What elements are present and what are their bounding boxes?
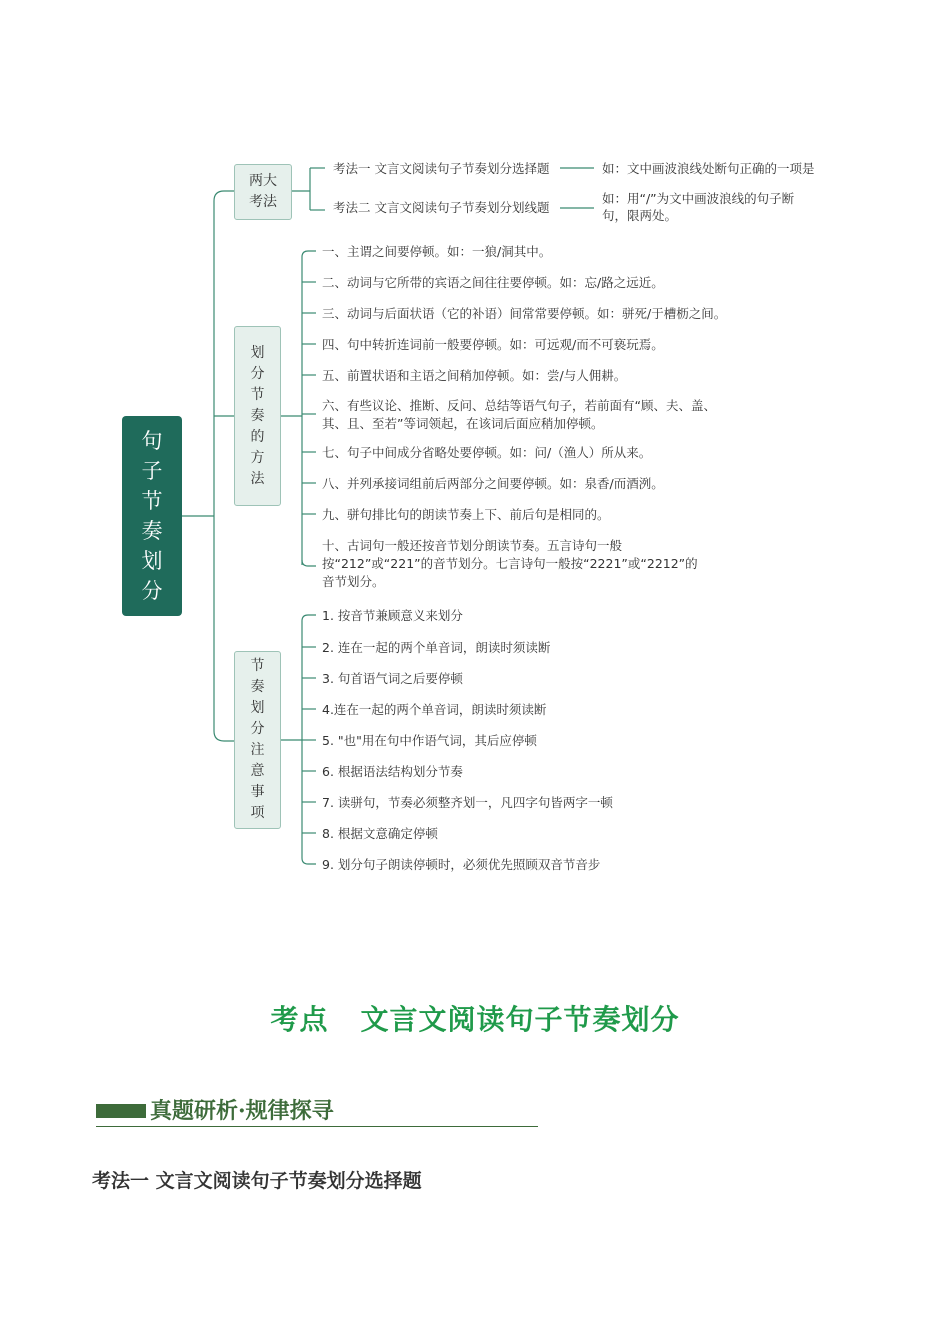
method-item: 按“212”或“221”的音节划分。七言诗句一般按“2221”或“2212”的	[322, 556, 698, 571]
section-marker	[96, 1104, 146, 1118]
method-item: 十、古词句一般还按音节划分朗读节奏。五言诗句一般	[322, 538, 623, 553]
method-one-example: 如：文中画波浪线处断句正确的一项是	[602, 161, 815, 176]
root-char: 奏	[141, 519, 163, 543]
branch-label: 分	[250, 365, 265, 382]
branch-label: 分	[250, 721, 265, 737]
branch-label: 事	[250, 784, 265, 800]
method-item: 音节划分。	[322, 574, 385, 589]
branch-division-methods	[234, 326, 281, 506]
page-heading	[0, 998, 950, 1038]
note-item: 2. 连在一起的两个单音词，朗读时须读断	[322, 640, 551, 655]
method-item: 七、句子中间成分省略处要停顿。如：问/（渔人）所从来。	[322, 445, 652, 460]
branch-label: 的	[250, 428, 265, 445]
note-item: 7. 读骈句，节奏必须整齐划一，凡四字句皆两字一顿	[322, 795, 613, 810]
branch-label: 两大	[249, 173, 277, 189]
method-item: 其、且、至若”等词领起，在该词后面应稍加停顿。	[322, 416, 604, 431]
method-item: 二、动词与它所带的宾语之间往往要停顿。如：忘/路之远近。	[322, 275, 664, 290]
root-char: 划	[141, 549, 163, 573]
mind-map-root	[122, 416, 182, 616]
branch-label: 划	[250, 700, 265, 716]
branch-label: 方	[250, 449, 265, 466]
method-two-example: 如：用“/”为文中画波浪线的句子断句，限两处。	[602, 191, 795, 223]
method-item: 一、主谓之间要停顿。如：一狼/洞其中。	[322, 244, 552, 259]
root-char: 子	[141, 459, 163, 483]
method-one: 考法一 文言文阅读句子节奏划分选择题	[333, 161, 550, 176]
method-item: 五、前置状语和主语之间稍加停顿。如：尝/与人佣耕。	[322, 368, 627, 383]
heading-part-2: 文言文阅读句子节奏划分	[360, 1003, 680, 1036]
method-item: 三、动词与后面状语（它的补语）间常常要停顿。如：骈死/于槽枥之间。	[322, 306, 727, 321]
note-item: 5. "也"用在句中作语气词，其后应停顿	[322, 733, 537, 748]
method-item: 六、有些议论、推断、反问、总结等语气句子，若前面有“顾、夫、盖、	[322, 398, 716, 413]
root-char: 句	[141, 429, 163, 453]
root-char: 节	[141, 489, 163, 513]
note-item: 6. 根据语法结构划分节奏	[322, 764, 463, 779]
branch-label: 注	[250, 742, 265, 758]
branch-label: 法	[250, 470, 265, 487]
branch-label: 奏	[250, 679, 265, 695]
heading-part-1: 考点	[270, 1003, 329, 1036]
method-item: 九、骈句排比句的朗读节奏上下、前后句是相同的。	[322, 507, 610, 522]
branch-label: 节	[250, 386, 265, 403]
branch-label: 节	[250, 658, 265, 674]
note-item: 8. 根据文意确定停顿	[322, 826, 438, 841]
method-item: 八、并列承接词组前后两部分之间要停顿。如：泉香/而酒洌。	[322, 476, 664, 491]
branch-label: 奏	[250, 407, 265, 424]
note-item: 1. 按音节兼顾意义来划分	[322, 608, 463, 623]
method-two: 考法二 文言文阅读句子节奏划分划线题	[333, 200, 550, 215]
note-item: 9. 划分句子朗读停顿时，必须优先照顾双音节音步	[322, 857, 601, 872]
branch-label: 划	[250, 344, 265, 361]
branch-notes	[234, 651, 281, 829]
note-item: 3. 句首语气词之后要停顿	[322, 671, 463, 686]
section-divider	[96, 1126, 538, 1127]
section-title: 真题研析·规律探寻	[150, 1098, 334, 1124]
note-item: 4.连在一起的两个单音词，朗读时须读断	[322, 702, 547, 717]
branch-label: 项	[250, 805, 265, 821]
branch-two-methods	[234, 164, 292, 220]
branch-label: 考法	[249, 194, 277, 210]
root-char: 分	[141, 579, 163, 603]
method-item: 四、句中转折连词前一般要停顿。如：可远观/而不可亵玩焉。	[322, 337, 664, 352]
subsection-title: 考法一 文言文阅读句子节奏划分选择题	[92, 1170, 422, 1192]
branch-label: 意	[250, 763, 265, 779]
